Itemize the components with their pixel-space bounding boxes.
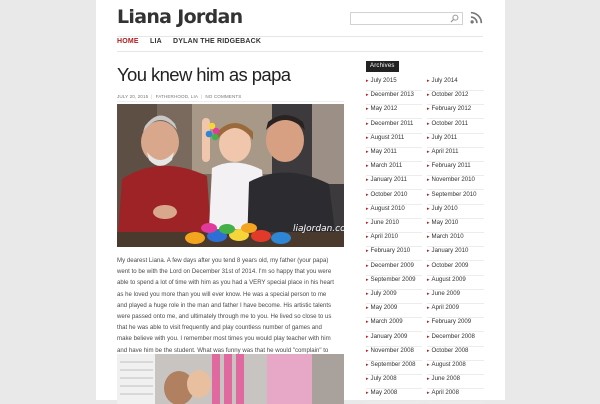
archive-item[interactable] — [366, 91, 422, 105]
archive-item[interactable] — [427, 77, 484, 91]
post-photo — [117, 104, 355, 247]
arrow-icon: ▸ — [427, 305, 430, 312]
post-comments-link[interactable]: NO COMMENTS — [205, 94, 242, 99]
post-body-line: able to spend a lot of time with him as you had a VERY special place in his heart — [117, 279, 334, 287]
post-body-line: were passed onto me, and ultimately through me to you. He lived so close to us — [117, 313, 332, 321]
arrow-icon: ▸ — [366, 220, 369, 226]
archive-item-label: December 2008 — [431, 332, 475, 340]
archive-item-label: July 2008 — [370, 375, 397, 383]
archive-item-label: October 2009 — [431, 261, 469, 269]
arrow-icon: ▸ — [427, 248, 430, 255]
arrow-icon: ▸ — [427, 390, 430, 397]
archive-item-label: April 2011 — [431, 148, 459, 155]
archive-item-label: February 2010 — [370, 247, 411, 255]
arrow-icon: ▸ — [366, 78, 369, 84]
archive-item-label: May 2012 — [370, 105, 398, 113]
archive-item-label: February 2009 — [431, 318, 472, 326]
arrow-icon: ▸ — [366, 376, 369, 383]
archive-item[interactable] — [427, 205, 484, 219]
archive-item-label: October 2008 — [431, 346, 469, 354]
site-title[interactable]: Liana Jordan — [117, 6, 243, 28]
post-body-line: and have him be the student. What was funny was that he would "complain" to — [117, 346, 329, 354]
archive-item[interactable] — [366, 120, 422, 134]
archive-item[interactable] — [427, 91, 484, 105]
archive-item-label: March 2011 — [370, 162, 403, 170]
archive-item[interactable] — [366, 262, 422, 276]
archive-item[interactable] — [366, 176, 422, 190]
archive-item-label: September 2008 — [370, 361, 416, 368]
post-body-line: make believe with you. I remember most times you would play teacher with him — [117, 335, 331, 343]
arrow-icon: ▸ — [427, 205, 430, 212]
archive-item-label: January 2010 — [431, 247, 469, 255]
arrow-icon: ▸ — [427, 362, 430, 368]
arrow-icon: ▸ — [366, 120, 369, 127]
archive-item-label: October 2011 — [431, 119, 468, 127]
arrow-icon: ▸ — [427, 106, 430, 113]
arrow-icon: ▸ — [366, 234, 369, 241]
archive-item-label: June 2010 — [370, 219, 399, 226]
archive-item[interactable] — [427, 105, 484, 119]
archive-item[interactable] — [366, 219, 422, 233]
archive-item-label: July 2014 — [431, 77, 458, 84]
archive-item-label: May 2009 — [370, 304, 398, 312]
archive-item-label: August 2011 — [370, 133, 405, 141]
post-body-line: and played a huge role in the man and father I have become. His artistic talents — [117, 301, 332, 309]
archive-item-label: April 2010 — [370, 233, 398, 241]
arrow-icon: ▸ — [427, 163, 430, 170]
archive-item[interactable] — [366, 105, 422, 119]
archive-item[interactable] — [366, 276, 422, 290]
archive-item[interactable] — [366, 233, 422, 247]
post-photo-2 — [117, 354, 344, 404]
archive-item-label: May 2008 — [370, 389, 398, 397]
archive-item-label: October 2010 — [370, 190, 408, 198]
arrow-icon: ▸ — [427, 134, 430, 141]
archive-item[interactable] — [427, 262, 484, 276]
arrow-icon: ▸ — [427, 376, 430, 383]
archive-item[interactable] — [366, 333, 422, 347]
archive-item[interactable] — [427, 318, 484, 332]
arrow-icon: ▸ — [427, 177, 430, 184]
archive-item[interactable] — [366, 304, 422, 318]
photo-watermark: liaJordan.com — [293, 224, 355, 234]
archive-item[interactable] — [427, 361, 484, 375]
archive-item[interactable] — [366, 290, 422, 304]
search-input[interactable] — [350, 12, 463, 25]
nav-item-home[interactable]: HOME — [117, 38, 139, 45]
archive-item-label: December 2009 — [370, 261, 414, 269]
archives-title: Archives — [366, 61, 399, 72]
archive-item[interactable] — [427, 120, 484, 134]
arrow-icon: ▸ — [366, 106, 369, 113]
archive-item[interactable] — [366, 347, 422, 361]
post-body-line: that he was able to visit frequently and play countless number of games and — [117, 324, 322, 332]
archive-item-label: August 2009 — [431, 275, 466, 283]
arrow-icon: ▸ — [366, 134, 369, 141]
archive-item[interactable] — [427, 276, 484, 290]
archive-item-label: May 2011 — [370, 148, 397, 155]
post-body-line: My dearest Liana. A few days after you tend 8 years old, my father (your papa) — [117, 257, 329, 264]
archive-item-label: April 2008 — [431, 389, 459, 397]
search-icon[interactable] — [450, 14, 459, 23]
arrow-icon: ▸ — [366, 319, 369, 326]
arrow-icon: ▸ — [366, 163, 369, 170]
post-meta: JULY 20, 2015 | FATHERHOOD, LIA | NO COMMENTS — [117, 94, 242, 99]
archive-item[interactable] — [427, 333, 484, 347]
archive-item-label: July 2011 — [431, 133, 458, 141]
arrow-icon: ▸ — [366, 205, 369, 212]
arrow-icon: ▸ — [427, 120, 430, 127]
post-categories[interactable]: FATHERHOOD, LIA — [155, 94, 199, 99]
archive-item[interactable] — [427, 176, 484, 190]
archive-item[interactable] — [427, 304, 484, 318]
arrow-icon: ▸ — [366, 177, 369, 184]
page-container — [96, 0, 505, 400]
nav-divider — [117, 51, 483, 52]
archive-item-label: September 2009 — [370, 275, 416, 283]
archive-item-label: February 2012 — [431, 105, 472, 113]
archive-item-label: July 2015 — [370, 77, 397, 84]
archive-item-label: December 2013 — [370, 91, 414, 99]
archive-item-label: June 2009 — [431, 290, 460, 297]
archive-item[interactable] — [366, 361, 422, 375]
post-body-line: went to be with the Lord on December 31st of 2014. I'm so happy that you were — [117, 268, 332, 276]
arrow-icon: ▸ — [366, 262, 369, 269]
archive-item-label: June 2008 — [431, 375, 460, 383]
arrow-icon: ▸ — [366, 92, 369, 99]
archive-item-label: August 2010 — [370, 204, 405, 212]
arrow-icon: ▸ — [366, 305, 369, 312]
archive-item[interactable] — [427, 191, 484, 205]
arrow-icon: ▸ — [366, 248, 369, 255]
archive-item-label: July 2009 — [370, 290, 397, 297]
post-body-line: as he loved you more than you will ever know. He was a special person to me — [117, 290, 327, 298]
arrow-icon: ▸ — [427, 78, 430, 84]
arrow-icon: ▸ — [366, 291, 369, 297]
archive-item[interactable] — [427, 290, 484, 304]
post-title[interactable]: You knew him as papa — [117, 64, 291, 85]
archive-item[interactable] — [427, 162, 484, 176]
arrow-icon: ▸ — [427, 276, 430, 283]
arrow-icon: ▸ — [427, 149, 430, 155]
archive-item[interactable] — [427, 233, 484, 247]
archive-item[interactable] — [366, 318, 422, 332]
archive-item[interactable] — [366, 162, 422, 176]
archive-item[interactable] — [427, 375, 484, 389]
archive-item-label: October 2012 — [431, 91, 469, 99]
archive-item[interactable] — [366, 247, 422, 261]
arrow-icon: ▸ — [427, 220, 430, 226]
archive-item-label: September 2010 — [431, 190, 477, 198]
archive-item-label: May 2010 — [431, 219, 459, 226]
archive-item[interactable] — [427, 389, 484, 403]
archive-item[interactable] — [366, 389, 422, 403]
arrow-icon: ▸ — [427, 262, 430, 269]
archive-item[interactable] — [427, 219, 484, 233]
archive-item[interactable] — [366, 148, 422, 162]
arrow-icon: ▸ — [366, 276, 369, 283]
header-divider — [117, 36, 483, 37]
archive-item[interactable] — [366, 77, 422, 91]
archive-item[interactable] — [427, 347, 484, 361]
archive-item-label: February 2011 — [431, 162, 471, 170]
arrow-icon: ▸ — [427, 234, 430, 241]
archive-item-label: March 2009 — [370, 318, 403, 326]
nav-item-lia[interactable]: LIA — [150, 38, 162, 45]
post-date: JULY 20, 2015 — [117, 94, 149, 99]
archive-item[interactable] — [366, 134, 422, 148]
arrow-icon: ▸ — [366, 149, 369, 155]
archive-item-label: December 2011 — [370, 119, 414, 127]
archive-item[interactable] — [427, 148, 484, 162]
arrow-icon: ▸ — [427, 191, 430, 198]
archive-item[interactable] — [366, 375, 422, 389]
nav-item-dylan[interactable]: DYLAN THE RIDGEBACK — [173, 38, 262, 45]
archive-item[interactable] — [366, 191, 422, 205]
archive-item-label: November 2008 — [370, 346, 414, 354]
archive-item-label: March 2010 — [431, 233, 464, 241]
arrow-icon: ▸ — [366, 191, 369, 198]
arrow-icon: ▸ — [427, 291, 430, 297]
arrow-icon: ▸ — [366, 362, 369, 368]
rss-icon[interactable] — [470, 11, 483, 24]
meta-divider — [117, 101, 344, 102]
arrow-icon: ▸ — [427, 347, 430, 354]
archive-item[interactable] — [427, 247, 484, 261]
archive-item[interactable] — [427, 134, 484, 148]
archive-item-label: August 2008 — [431, 361, 466, 368]
arrow-icon: ▸ — [427, 319, 430, 326]
arrow-icon: ▸ — [366, 347, 369, 354]
archive-item-label: July 2010 — [431, 204, 458, 212]
arrow-icon: ▸ — [366, 390, 369, 397]
arrow-icon: ▸ — [427, 92, 430, 99]
archive-item-label: April 2009 — [431, 304, 459, 312]
archive-item-label: January 2011 — [370, 176, 407, 184]
archive-item[interactable] — [366, 205, 422, 219]
archive-item-label: November 2010 — [431, 176, 475, 184]
arrow-icon: ▸ — [427, 333, 430, 340]
arrow-icon: ▸ — [366, 333, 369, 340]
archive-item-label: January 2009 — [370, 332, 408, 340]
